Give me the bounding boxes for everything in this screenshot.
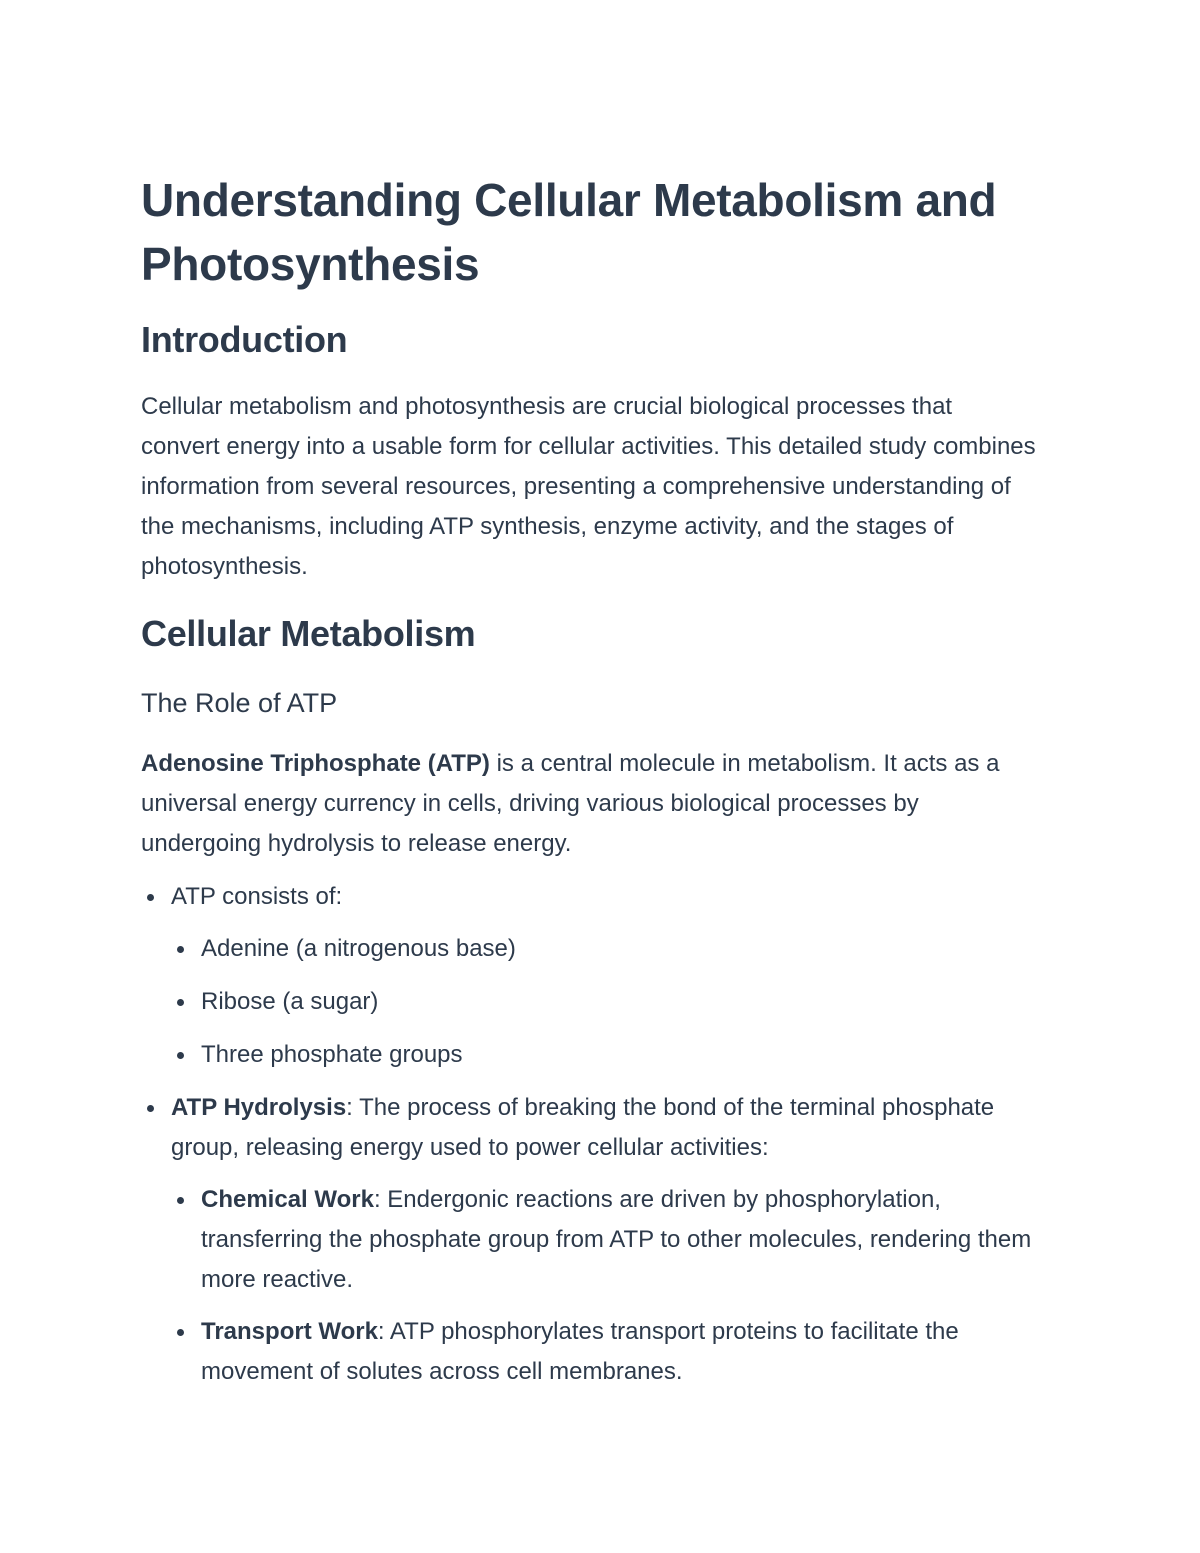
hydrolysis-text: : The process of breaking the bond of the terminal phosphate group, releasing energy used to power cellular activities:	[171, 1094, 995, 1161]
bullet-icon	[177, 946, 184, 953]
introduction-heading: Introduction	[141, 319, 348, 360]
list-item	[201, 1180, 1061, 1300]
atp-components-list	[201, 929, 1051, 1075]
document-title: Understanding Cellular Metabolism and Photosynthesis	[141, 174, 997, 290]
atp-consists-label: ATP consists of:	[171, 883, 343, 910]
list-item	[171, 877, 1051, 917]
component-adenine: Adenine (a nitrogenous base)	[201, 935, 516, 962]
atp-paragraph	[141, 744, 1021, 864]
cellular-metabolism-heading: Cellular Metabolism	[141, 613, 476, 654]
chemical-work-label: Chemical Work	[201, 1186, 374, 1213]
bullet-icon	[177, 1052, 184, 1059]
component-ribose: Ribose (a sugar)	[201, 988, 379, 1015]
list-item	[201, 1035, 1051, 1075]
bullet-icon	[147, 1105, 154, 1112]
bullet-icon	[177, 999, 184, 1006]
list-item	[201, 982, 1051, 1022]
list-item	[201, 1312, 1061, 1392]
transport-work-label: Transport Work	[201, 1318, 378, 1345]
chemical-work-text: : Endergonic reactions are driven by phosphorylation, transferring the phosphate group from ATP to other molecules, rendering them more reactive.	[201, 1186, 1032, 1293]
bullet-icon	[177, 1197, 184, 1204]
hydrolysis-label: ATP Hydrolysis	[171, 1094, 347, 1121]
introduction-paragraph: Cellular metabolism and photosynthesis are crucial biological processes that convert energy into a usable form for cellular activities. This detailed study combines information from several resources, presenting a comprehensive understanding of the mechanisms, including ATP synthesis, enzyme activity, and the stages of photosynthesis.	[141, 393, 1036, 580]
component-phosphates: Three phosphate groups	[201, 1041, 463, 1068]
list-item	[201, 929, 1051, 969]
atp-bold-term: Adenosine Triphosphate (ATP)	[141, 750, 490, 777]
transport-work-text: : ATP phosphorylates transport proteins to facilitate the movement of solutes across cell membranes.	[201, 1318, 959, 1385]
work-types-list	[201, 1180, 1061, 1392]
atp-hydrolysis-list	[171, 1088, 1021, 1168]
atp-list	[171, 877, 1051, 917]
bullet-icon	[147, 894, 154, 901]
role-of-atp-heading: The Role of ATP	[141, 688, 338, 718]
atp-description: is a central molecule in metabolism. It acts as a universal energy currency in cells, driving various biological processes by undergoing hydrolysis to release energy.	[141, 750, 1000, 857]
list-item	[171, 1088, 1021, 1168]
bullet-icon	[177, 1329, 184, 1336]
